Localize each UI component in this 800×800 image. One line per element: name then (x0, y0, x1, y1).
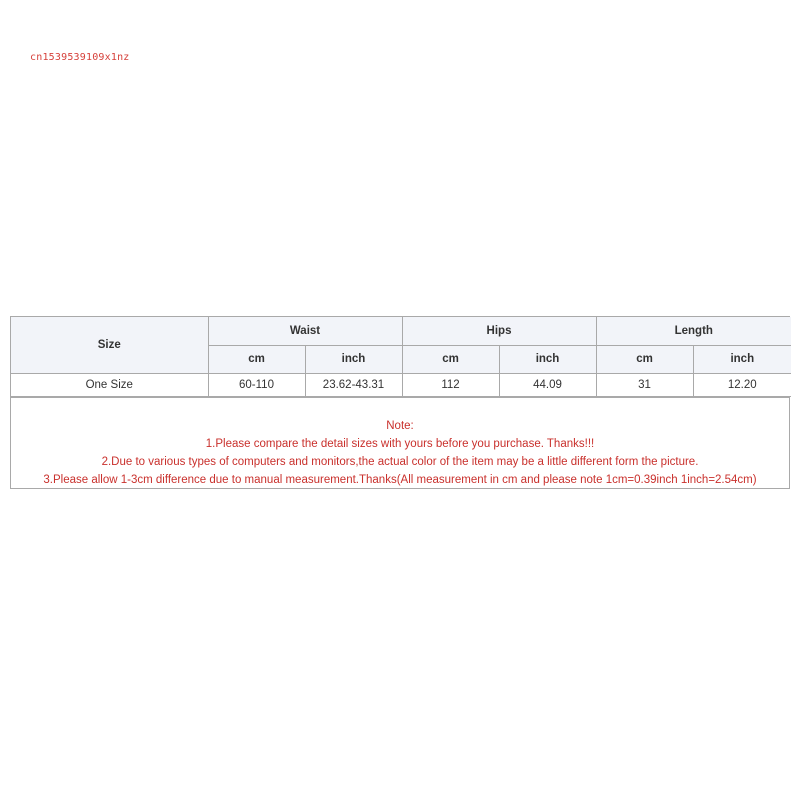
length-inch-header: inch (693, 345, 791, 373)
waist-inch-cell: 23.62-43.31 (305, 373, 402, 396)
notes-section (11, 397, 789, 488)
hips-inch-header: inch (499, 345, 596, 373)
waist-group-header: Waist (208, 317, 402, 345)
length-group-header: Length (596, 317, 791, 345)
hips-inch-cell: 44.09 (499, 373, 596, 396)
note-title: Note: (386, 419, 414, 432)
table-row (11, 373, 791, 396)
length-cm-cell: 31 (596, 373, 693, 396)
size-cell: One Size (11, 373, 208, 396)
note-line: 3.Please allow 1-3cm difference due to manual measurement.Thanks(All measurement in cm and please note 1cm=0.39inch 1inch=2.54cm) (43, 473, 757, 486)
size-column-header: Size (11, 317, 208, 373)
waist-inch-header: inch (305, 345, 402, 373)
size-table (11, 317, 791, 397)
watermark-id-text: cn1539539109x1nz (30, 52, 130, 63)
hips-cm-cell: 112 (402, 373, 499, 396)
note-line: 1.Please compare the detail sizes with yours before you purchase. Thanks!!! (205, 437, 595, 450)
hips-cm-header: cm (402, 345, 499, 373)
length-cm-header: cm (596, 345, 693, 373)
note-line: 2.Due to various types of computers and monitors,the actual color of the item may be a little different form the picture. (101, 455, 699, 468)
size-chart (10, 316, 790, 489)
waist-cm-header: cm (208, 345, 305, 373)
hips-group-header: Hips (402, 317, 596, 345)
header-row-groups (11, 317, 791, 345)
waist-cm-cell: 60-110 (208, 373, 305, 396)
length-inch-cell: 12.20 (693, 373, 791, 396)
